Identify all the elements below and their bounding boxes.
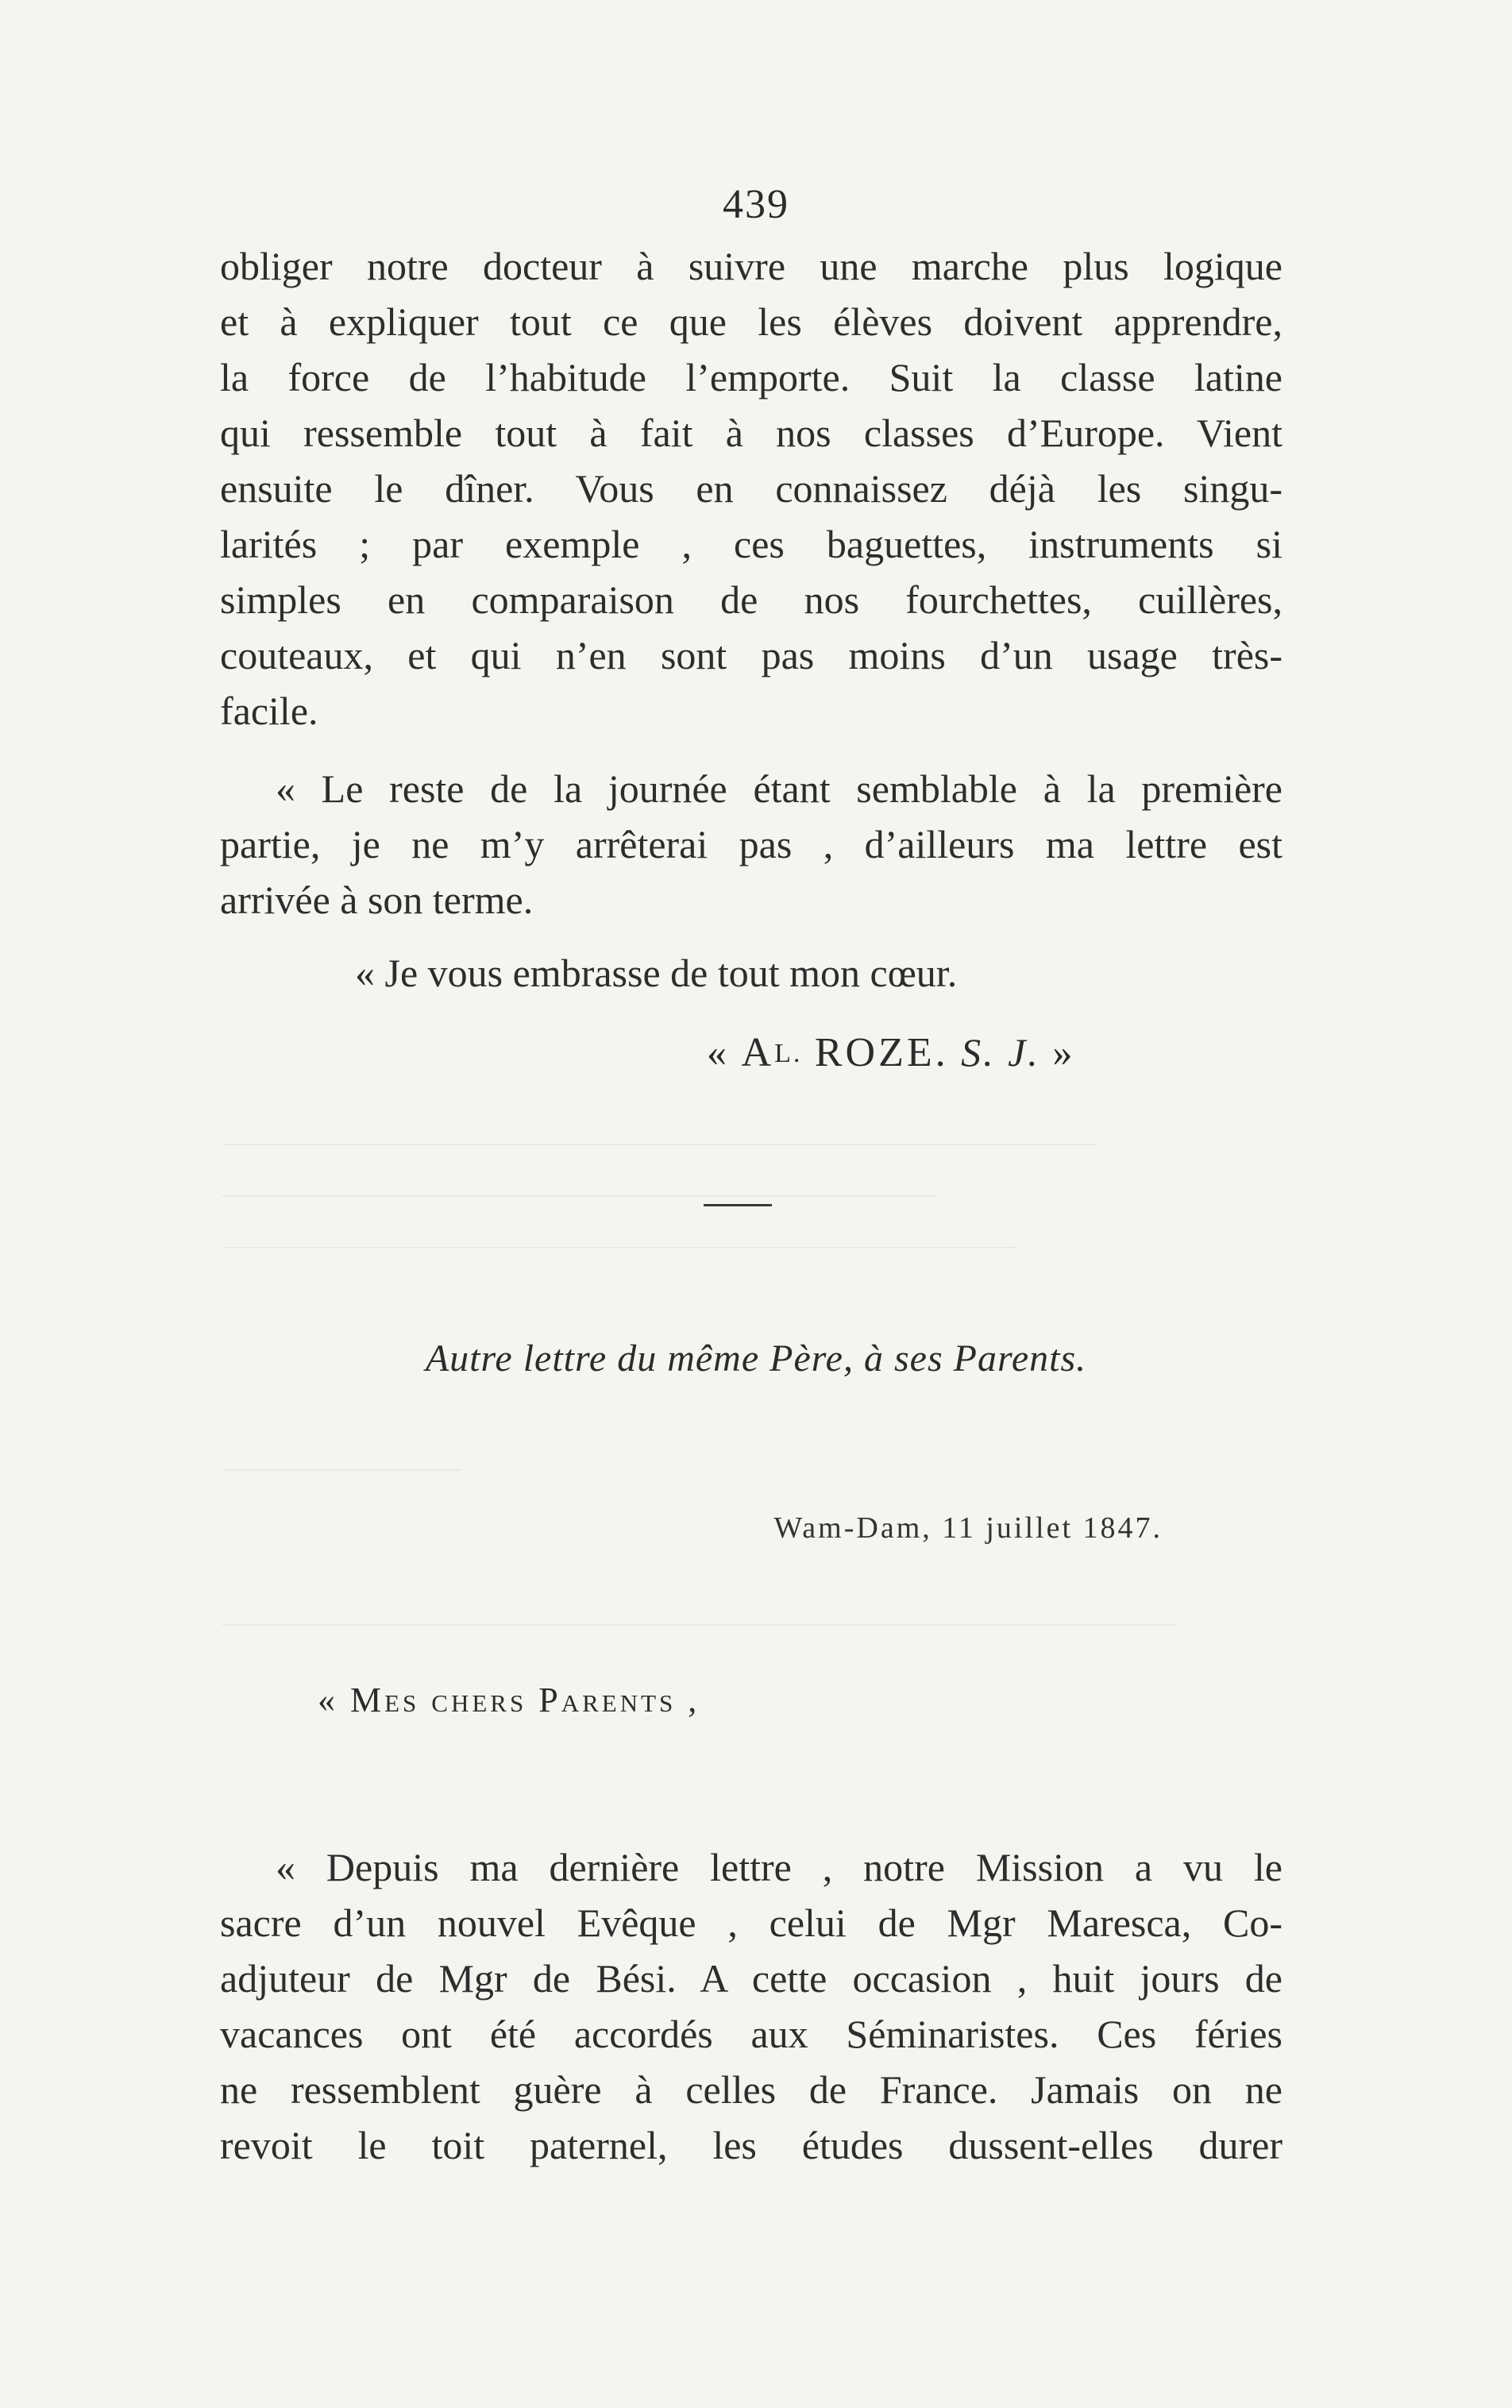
paragraph-3 [220, 1839, 1282, 2173]
signature-initial: A [741, 1030, 775, 1075]
text-line: la force de l’habitude l’emporte. Suit la classe latine [220, 355, 1282, 399]
text-line: ne ressemblent guère à celles de France. Jamais on ne [220, 2067, 1282, 2112]
text-line: facile. [220, 689, 318, 733]
text-line: sacre d’un nouvel Evêque , celui de Mgr Maresca, Co- [220, 1901, 1282, 1945]
letter-heading: Autre lettre du même Père, à ses Parents. [425, 1337, 1087, 1380]
signature-surname: ROZE. [814, 1030, 949, 1075]
text-line: vacances ont été accordés aux Séminaristes. Ces féries [220, 2012, 1282, 2056]
text-line: simples en comparaison de nos fourchettes, cuillères, [220, 577, 1282, 622]
text-line: « Le reste de la journée étant semblable à la première [276, 766, 1282, 811]
bleed-through-mark [222, 1624, 1175, 1626]
text-line: qui ressemble tout à fait à nos classes d’Europe. Vient [220, 411, 1282, 455]
signature-initial-rest: L. [774, 1039, 803, 1068]
paragraph-1 [220, 238, 1282, 739]
bleed-through-mark [222, 1144, 1096, 1145]
text-line: et à expliquer tout ce que les élèves doivent apprendre, [220, 299, 1282, 344]
text-line: « Depuis ma dernière lettre , notre Mission a vu le [276, 1845, 1282, 1889]
bleed-through-mark [222, 1195, 937, 1197]
section-divider [704, 1204, 772, 1206]
text-line: couteaux, et qui n’en sont pas moins d’un usage très- [220, 633, 1282, 677]
salutation-open-quote: « [318, 1681, 350, 1719]
salutation [318, 1680, 700, 1720]
bleed-through-mark [222, 1247, 1016, 1248]
text-line: adjuteur de Mgr de Bési. A cette occasion , huit jours de [220, 1956, 1282, 2001]
page-number: 439 [723, 182, 789, 227]
signature-close-quote: » [1052, 1030, 1075, 1075]
dateline: Wam-Dam, 11 juillet 1847. [773, 1511, 1163, 1545]
text-line: larités ; par exemple , ces baguettes, instruments si [220, 522, 1282, 566]
salutation-text: Mes chers Parents [350, 1681, 677, 1719]
text-line: obliger notre docteur à suivre une marche plus logique [220, 244, 1282, 288]
closing-line: « Je vous embrasse de tout mon cœur. [355, 951, 958, 995]
text-line: revoit le toit paternel, les études dussent-elles durer [220, 2123, 1282, 2167]
text-line: ensuite le dîner. Vous en connaissez déjà les singu- [220, 466, 1282, 511]
salutation-comma: , [676, 1681, 700, 1719]
bleed-through-mark [222, 1469, 461, 1471]
signature-open-quote: « [707, 1030, 729, 1075]
signature [707, 1029, 1074, 1076]
paragraph-2 [220, 761, 1282, 928]
text-line: arrivée à son terme. [220, 878, 534, 922]
signature-order: S. J. [961, 1030, 1040, 1075]
text-line: partie, je ne m’y arrêterai pas , d’ailleurs ma lettre est [220, 822, 1282, 866]
closing-paragraph [220, 945, 1282, 1001]
